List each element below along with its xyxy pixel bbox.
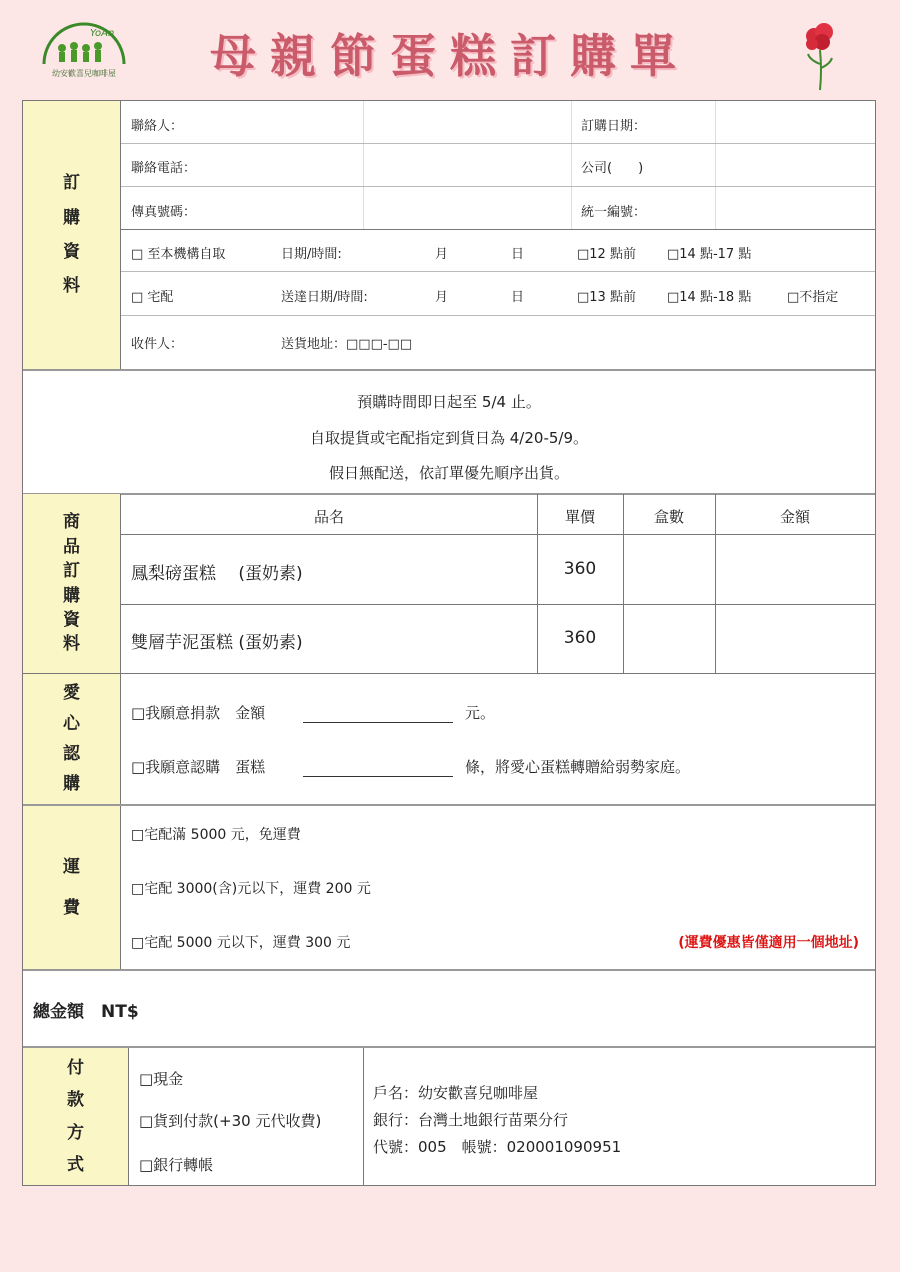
- col-header-name: 品名: [313, 508, 344, 526]
- subscribe-checkbox[interactable]: □我願意認購 蛋糕: [131, 758, 266, 776]
- order-info-label: [23, 101, 121, 369]
- section-label-char: 購: [63, 207, 80, 228]
- org-logo: [38, 18, 130, 82]
- shipping-option-3[interactable]: □宅配 5000 元以下，運費 300 元: [131, 935, 351, 951]
- notice-section: [23, 371, 875, 493]
- charity-label: [23, 674, 121, 804]
- section-label-char: 式: [67, 1154, 84, 1175]
- pickup-datetime-label: 日期/時間:: [281, 247, 342, 262]
- account-name: 戶名：幼安歡喜兒咖啡屋: [373, 1084, 539, 1102]
- section-label-char: 訂: [63, 173, 80, 194]
- section-label-char: 方: [67, 1122, 84, 1143]
- section-label-char: 資: [63, 609, 80, 630]
- products-label: [23, 494, 121, 673]
- page-header: [0, 0, 900, 100]
- shipping-option-2[interactable]: □宅配 3000(含)元以下，運費 200 元: [131, 881, 371, 897]
- section-label-char: 資: [63, 242, 80, 262]
- notice-line-3: 假日無配送，依訂單優先順序出貨。: [328, 464, 569, 482]
- donate-amount-line[interactable]: [303, 722, 453, 723]
- delivery-checkbox[interactable]: □ 宅配: [131, 290, 174, 305]
- page-title: 母親節蛋糕訂購單: [210, 29, 690, 83]
- col-header-price: 單價: [564, 508, 595, 526]
- shipping-option-1[interactable]: □宅配滿 5000 元，免運費: [131, 827, 301, 843]
- donate-checkbox[interactable]: □我願意捐款 金額: [131, 704, 266, 722]
- section-label-char: 認: [63, 744, 80, 764]
- no-preference-checkbox[interactable]: □不指定: [787, 290, 839, 305]
- pickup-day: 日: [511, 247, 525, 262]
- charity-section: [23, 674, 875, 804]
- section-label-char: 運: [63, 857, 80, 878]
- notice-line-1: 預購時間即日起至 5/4 止。: [357, 393, 541, 411]
- logo-mark: YoAn: [90, 28, 115, 39]
- section-label-char: 費: [63, 897, 80, 918]
- before13-checkbox[interactable]: □13 點前: [577, 290, 636, 305]
- col-header-amount: 金額: [779, 508, 810, 526]
- tax-id-label: 統一編號：: [581, 205, 647, 220]
- total-section: [23, 971, 875, 1046]
- section-label-char: 料: [63, 634, 80, 655]
- product-name-1: 鳳梨磅蛋糕 (蛋奶素): [131, 564, 303, 584]
- delivery-day: 日: [511, 290, 525, 305]
- section-label-char: 訂: [63, 561, 80, 582]
- order-date-label: 訂購日期：: [581, 119, 647, 134]
- pickup-month: 月: [435, 247, 449, 262]
- slot-14-17-checkbox[interactable]: □14 點-17 點: [667, 247, 752, 262]
- section-label-char: 購: [63, 585, 80, 606]
- donate-unit: 元。: [465, 704, 496, 722]
- fax-label: 傳真號碼：: [131, 205, 197, 220]
- shipping-section: [23, 806, 875, 969]
- payment-label: [23, 1048, 129, 1185]
- order-form: [22, 100, 876, 1186]
- section-label-char: 心: [63, 713, 80, 734]
- payment-transfer-checkbox[interactable]: □銀行轉帳: [139, 1156, 214, 1174]
- subscribe-unit: 條，將愛心蛋糕轉贈給弱勢家庭。: [465, 758, 691, 776]
- payment-cash-checkbox[interactable]: □現金: [139, 1070, 184, 1088]
- products-section: [23, 494, 875, 673]
- logo-icon: [38, 18, 130, 68]
- bank-name: 銀行：台灣土地銀行苗栗分行: [373, 1111, 569, 1129]
- carnation-icon: [800, 20, 840, 92]
- delivery-datetime-label: 送達日期/時間:: [281, 290, 368, 305]
- shipping-label: [23, 806, 121, 969]
- section-label-char: 品: [63, 536, 80, 557]
- slot-14-18-checkbox[interactable]: □14 點-18 點: [667, 290, 752, 305]
- pickup-checkbox[interactable]: □ 至本機構自取: [131, 247, 226, 262]
- phone-label: 聯絡電話：: [131, 161, 197, 176]
- col-header-qty: 盒數: [653, 508, 684, 526]
- total-label: 總金額 NT$: [33, 1002, 139, 1022]
- shipping-note: (運費優惠皆僅適用一個地址): [678, 935, 859, 951]
- before12-checkbox[interactable]: □12 點前: [577, 247, 636, 262]
- section-label-char: 愛: [63, 683, 80, 704]
- delivery-month: 月: [435, 290, 449, 305]
- product-price-2: 360: [563, 628, 597, 648]
- section-label-char: 款: [67, 1090, 84, 1111]
- contact-label: 聯絡人：: [131, 119, 184, 134]
- payment-section: [23, 1048, 875, 1185]
- product-name-2: 雙層芋泥蛋糕 (蛋奶素): [131, 633, 303, 653]
- order-info-section: [23, 101, 875, 369]
- payment-cod-checkbox[interactable]: □貨到付款(+30 元代收費): [139, 1112, 322, 1130]
- notice-line-2: 自取提貨或宅配指定到貨日為 4/20-5/9。: [309, 429, 588, 447]
- logo-text: 幼安歡喜兒咖啡屋: [52, 69, 116, 78]
- recipient-label: 收件人：: [131, 337, 184, 352]
- company-label: 公司( ): [581, 161, 644, 176]
- section-label-char: 付: [67, 1057, 84, 1078]
- account-number: 代號：005 帳號：020001090951: [373, 1138, 622, 1156]
- subscribe-qty-line[interactable]: [303, 776, 453, 777]
- product-price-1: 360: [563, 559, 597, 579]
- section-label-char: 購: [63, 774, 80, 795]
- address-label: 送貨地址：□□□-□□: [281, 337, 413, 352]
- section-label-char: 料: [63, 276, 80, 297]
- section-label-char: 商: [63, 512, 80, 533]
